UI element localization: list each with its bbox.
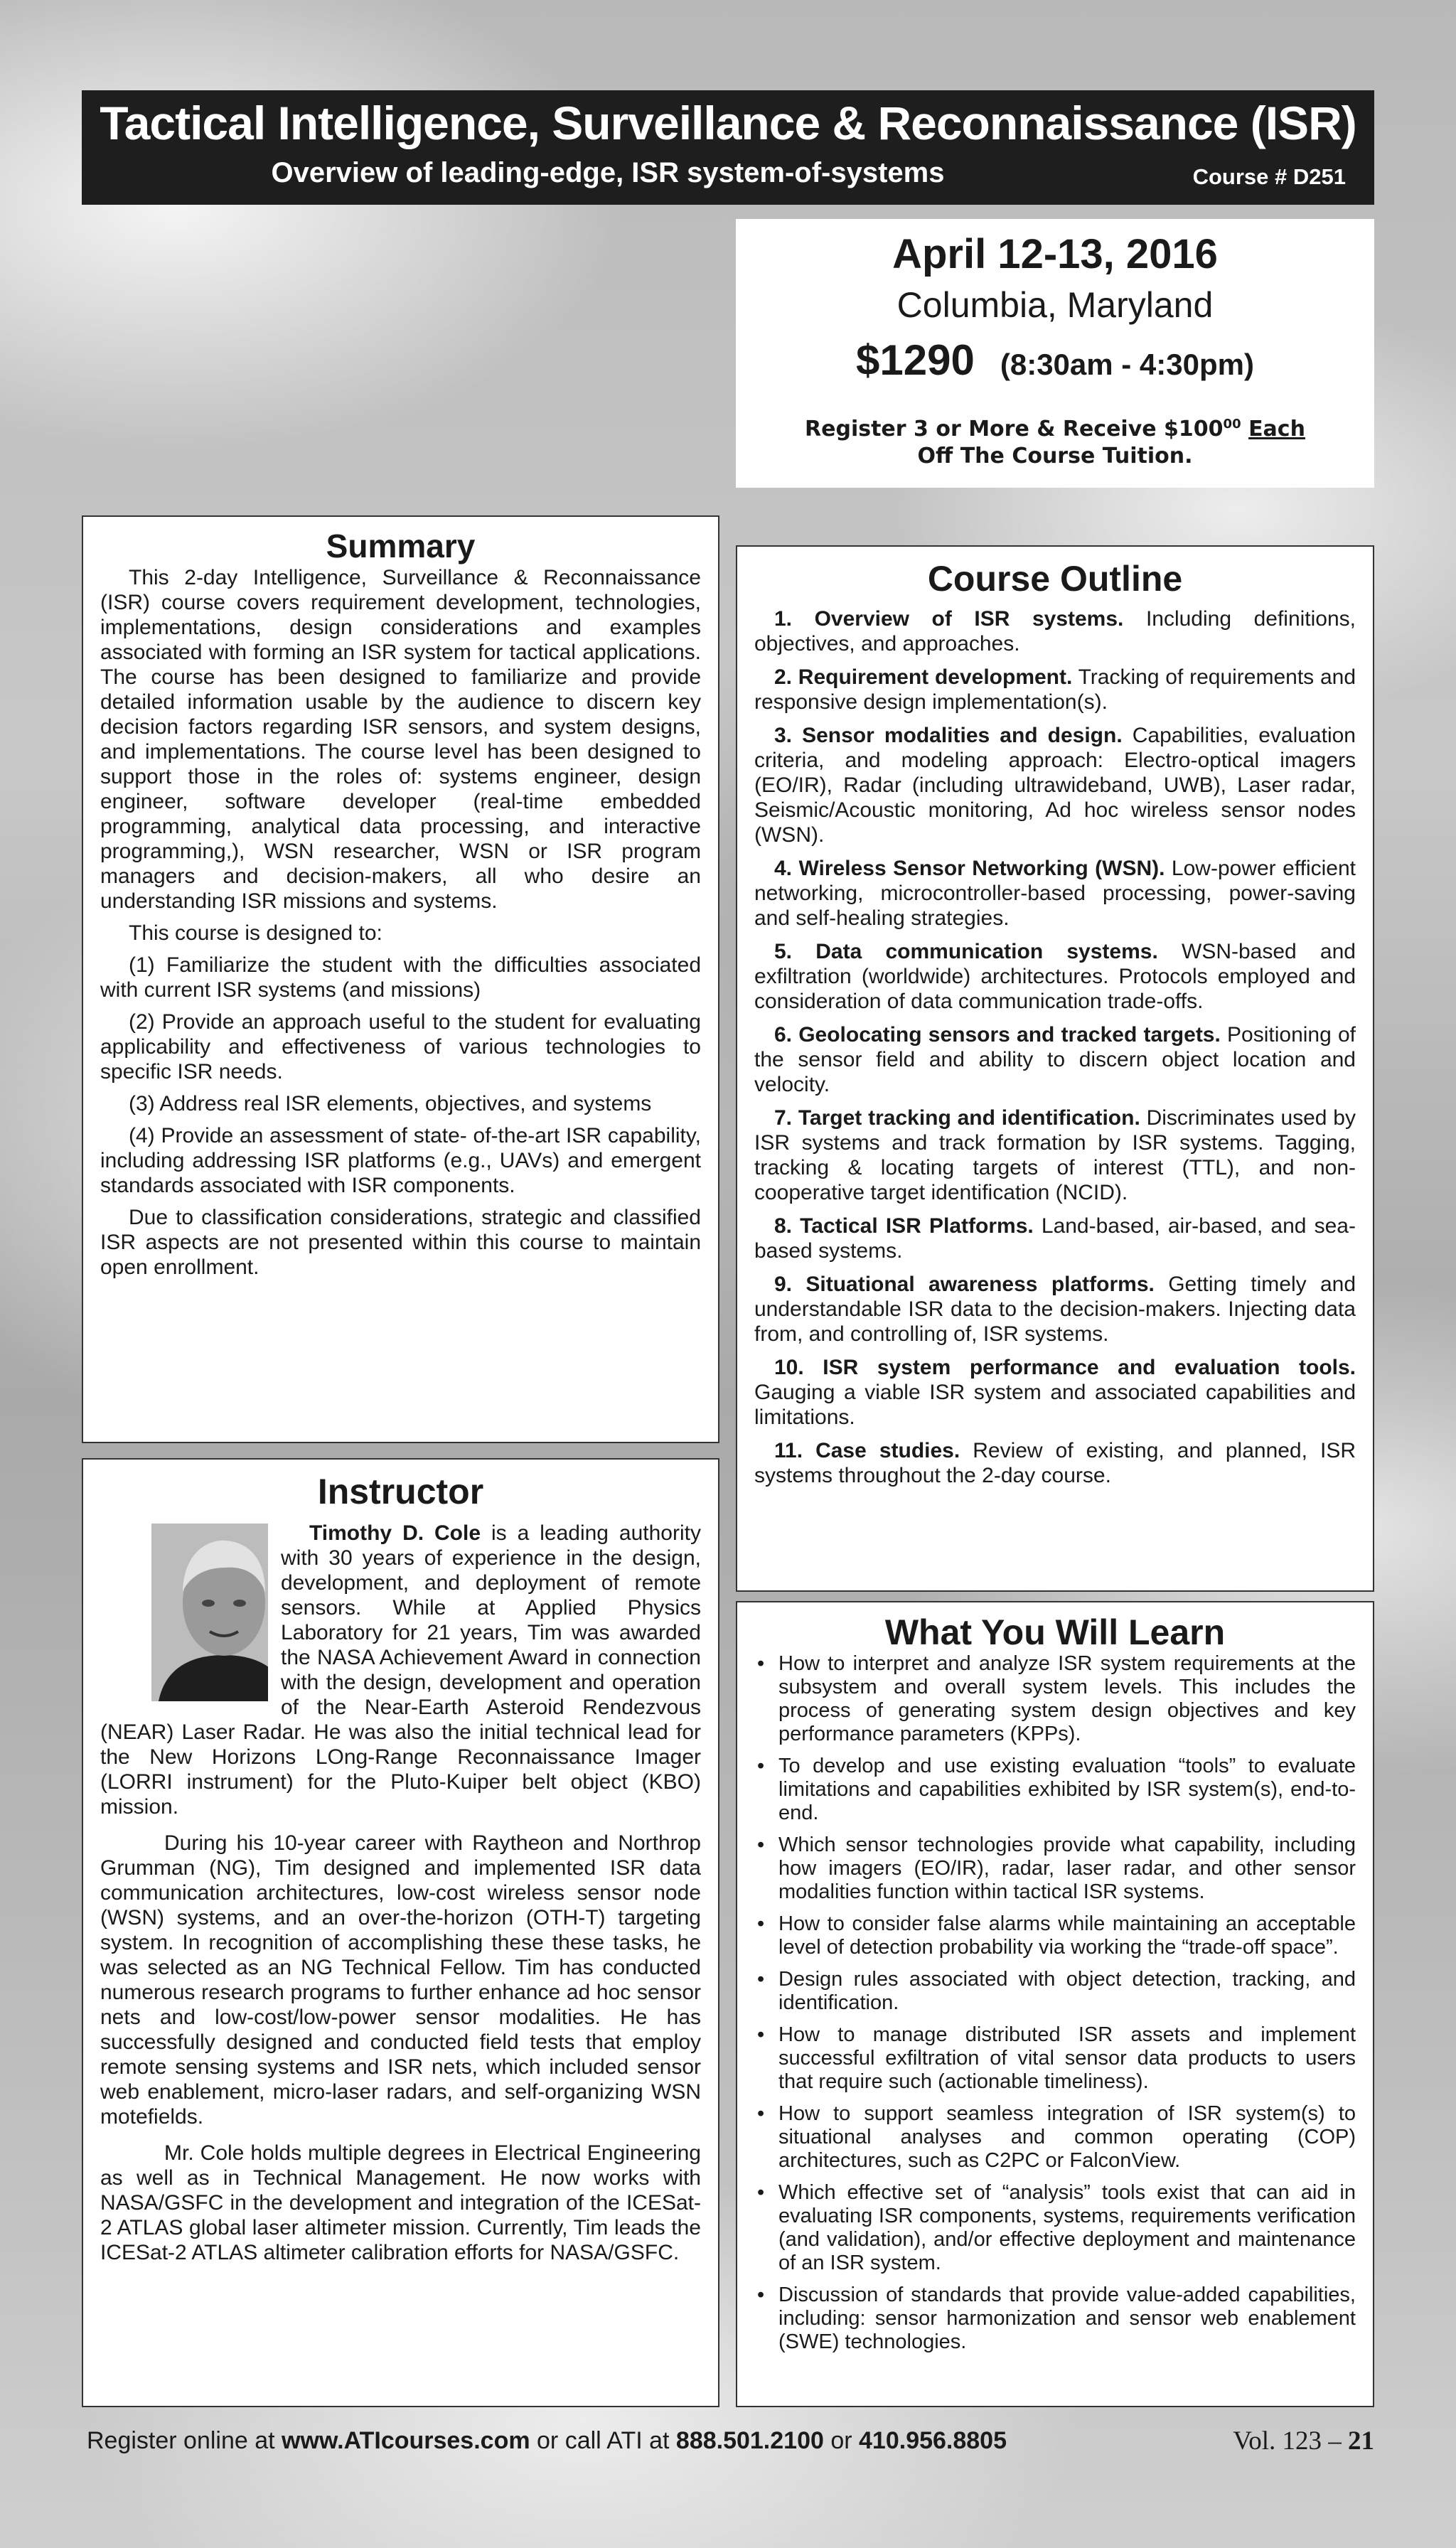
outline-item-text: Tracking of requirements and responsive design implementation(s). [754,665,1356,714]
discount-line-2: Off The Course Tuition. [917,444,1193,469]
course-number: Course # D251 [1192,164,1346,189]
outline-item-title: 2. Requirement development. [774,665,1073,689]
instructor-name: Timothy D. Cole [309,1521,481,1545]
learn-item: • How to manage distributed ISR assets and implement successful exfiltration of vital sensor data products to users that require such (actionable timeliness). [754,2023,1356,2094]
summary-panel [82,515,719,1443]
outline-item-title: 11. Case studies. [774,1439,960,1462]
outline-item-title: 6. Geolocating sensors and tracked targets. [774,1023,1221,1046]
event-info-box [736,219,1374,488]
group-discount-note [736,411,1374,470]
instructor-panel [82,1458,719,2407]
outline-item [754,856,1356,931]
instructor-career-paragraph: During his 10-year career with Raytheon and Northrop Grumman (NG), Tim designed and implemented ISR data communication architectures, low-cost wireless sensor node (WSN) systems, and an over-the-horizon (OTH-T) targeting system. In recognition of accomplishing these these tasks, he was selected as an NG Technical Fellow. Tim has conducted numerous research programs to further enhance ad hoc sensor nets and low-cost/low-power sensor modalities. He has successfully designed and conducted field tests that employ remote sensing systems and ISR nets, which included sensor web enablement, micro-laser radars, and self-organizing WSN motefields. [100,1831,701,2129]
summary-paragraph: This 2-day Intelligence, Surveillance & Reconnaissance (ISR) course covers requirement development, technologies, implementations, design considerations and examples associated with forming an ISR system for tactical applications. The course has been designed to familiarize and provide detailed information usable by the audience to discern key decision factors regarding ISR sensors, and system designs, and implementations. The course level has been designed to support those in the roles of: systems engineer, design engineer, software developer (real-time embedded programming, analytical data processing, and interactive programming,), WSN researcher, WSN or ISR program managers and decision-makers, all who desire an understanding ISR missions and systems. [100,566,701,913]
instructor-bio-text: is a leading authority with 30 years of experience in the design, development, and deployment of remote sensors. While at Applied Physics Laboratory for 21 years, Tim was awarded the NASA Achievement Award in connection with the design, development and operation of the Near-Earth Asteroid Rendezvous (NEAR) Laser Radar. He was also the initial technical lead for the New Horizons LOng-Range Reconnaissance Imager (LORRI instrument) for the Pluto-Kuiper belt object (KBO) mission. [100,1521,701,1819]
instructor-photo [123,1524,268,1701]
instructor-body [100,1521,701,2265]
footer-prefix: Register online at [87,2427,282,2454]
outline-item-title: 8. Tactical ISR Platforms. [774,1214,1034,1238]
instructor-bio-paragraph [100,1521,701,1819]
price-row [736,336,1374,385]
outline-item-title: 7. Target tracking and identification. [774,1106,1140,1130]
summary-paragraph: (3) Address real ISR elements, objectives, and systems [129,1092,652,1115]
event-date: April 12-13, 2016 [892,231,1218,277]
outline-item [754,1355,1356,1430]
outline-item [754,939,1356,1014]
summary-paragraph: (2) Provide an approach useful to the student for evaluating applicability and effectiveness of various technologies to specific ISR needs. [100,1010,701,1083]
outline-item-text: Including definitions, objectives, and approaches. [754,607,1356,655]
outline-item [754,1106,1356,1205]
course-title: Tactical Intelligence, Surveillance & Reconnaissance (ISR) [100,97,1356,149]
outline-item [754,606,1356,656]
outline-item-text: Land-based, air-based, and sea-based systems. [754,1214,1356,1263]
summary-heading: Summary [326,528,476,564]
summary-paragraph: (4) Provide an assessment of state- of-the-art ISR capability, including addressing ISR platforms (e.g., UAVs) and emergent standards associated with ISR components. [100,1124,701,1197]
outline-item [754,1272,1356,1347]
outline-item [754,723,1356,847]
discount-cents: 00 [1223,417,1241,432]
outline-item-text: Capabilities, evaluation criteria, and modeling approach: Electro-optical imagers (EO/IR), Radar (including ultrawideband, UWB), Laser radar, Seismic/Acoustic monitoring, Ad hoc wireless sensor nodes (WSN). [754,724,1356,847]
learn-item: • To develop and use existing evaluation “tools” to evaluate limitations and capabilities exhibited by ISR system(s), end-to-end. [754,1755,1356,1825]
footer-contact [87,2427,1007,2455]
outline-item [754,665,1356,714]
discount-line-1: Register 3 or More & Receive $100 [805,417,1224,441]
learn-item: • How to consider false alarms while maintaining an acceptable level of detection probability via working the “trade-off space”. [754,1912,1356,1959]
learn-item: • How to interpret and analyze ISR system requirements at the subsystem and overall system levels. This includes the process of generating system design objectives and key performance parameters (KPPs). [754,1652,1356,1746]
learn-item: • Which effective set of “analysis” tools exist that can aid in evaluating ISR components, systems, requirements verification (and validation), and/or effective deployment and maintenance of an ISR system. [754,2181,1356,2275]
summary-paragraph: (1) Familiarize the student with the difficulties associated with current ISR systems (and missions) [100,953,701,1002]
outline-heading: Course Outline [927,559,1183,599]
instructor-heading: Instructor [317,1472,484,1511]
learn-list [754,1652,1356,2354]
volume-label: Vol. 123 – [1233,2426,1348,2456]
outline-item-text: Discriminates used by ISR systems and track formation by ISR systems. Tagging, tracking & locating targets of interest (TTL), and non-cooperative target identification (NCID). [754,1106,1356,1204]
outline-item-title: 4. Wireless Sensor Networking (WSN). [774,857,1165,880]
outline-item [754,1214,1356,1263]
instructor-degrees-paragraph: Mr. Cole holds multiple degrees in Electrical Engineering as well as in Technical Management. He now works with NASA/GSFC in the development and integration of the ICESat-2 ATLAS global laser altimeter mission. Currently, Tim leads the ICESat-2 ATLAS altimeter calibration efforts for NASA/GSFC. [100,2141,701,2264]
learn-heading: What You Will Learn [884,1612,1226,1652]
footer-mid: or call ATI at [530,2427,676,2454]
outline-item-title: 10. ISR system performance and evaluation tools. [774,1356,1356,1379]
outline-item [754,1438,1356,1488]
learning-objectives-panel [736,1601,1374,2407]
outline-item-text: Gauging a viable ISR system and associated capabilities and limitations. [754,1381,1356,1429]
outline-item-text: Review of existing, and planned, ISR systems throughout the 2-day course. [754,1439,1356,1487]
course-outline-panel [736,545,1374,1592]
event-location: Columbia, Maryland [896,285,1214,325]
learn-item: • How to support seamless integration of ISR system(s) to situational analyses and common operating (COP) architectures, such as C2PC or FalconView. [754,2102,1356,2173]
outline-item-text: WSN-based and exfiltration (worldwide) architectures. Protocols employed and consideration of data communication trade-offs. [754,940,1356,1013]
phone-number-1[interactable]: 888.501.2100 [675,2427,824,2454]
outline-item-text: Low-power efficient networking, microcontroller-based processing, power-saving and self-healing strategies. [754,857,1356,930]
outline-item-title: 3. Sensor modalities and design. [774,724,1123,747]
outline-item-title: 5. Data communication systems. [774,940,1158,963]
outline-item-text: Positioning of the sensor field and ability to discern object location and velocity. [754,1023,1356,1096]
page-number: 21 [1348,2426,1374,2456]
outline-item [754,1022,1356,1097]
learn-item: • Design rules associated with object detection, tracking, and identification. [754,1968,1356,2015]
outline-item-text: Getting timely and understandable ISR data to the decision-makers. Injecting data from, and controlling of, ISR systems. [754,1273,1356,1346]
event-time: (8:30am - 4:30pm) [1000,348,1254,381]
learn-item: • Which sensor technologies provide what capability, including how imagers (EO/IR), radar, laser radar, and other sensor modalities function within tactical ISR systems. [754,1834,1356,1904]
title-banner [82,90,1374,205]
outline-list [754,606,1356,1488]
discount-each: Each [1248,417,1305,441]
footer-page-info [1233,2426,1374,2456]
course-subtitle: Overview of leading-edge, ISR system-of-systems [271,157,945,188]
learn-item: • Discussion of standards that provide value-added capabilities, including: sensor harmonization and sensor web enablement (SWE) technologies. [754,2284,1356,2354]
phone-number-2[interactable]: 410.956.8805 [859,2427,1007,2454]
outline-item-title: 1. Overview of ISR systems. [774,607,1124,631]
outline-item-title: 9. Situational awareness platforms. [774,1273,1155,1296]
event-price: $1290 [856,336,975,384]
website-link[interactable]: www.ATIcourses.com [282,2427,530,2454]
summary-paragraph: Due to classification considerations, strategic and classified ISR aspects are not presented within this course to maintain open enrollment. [100,1206,701,1279]
footer-or: or [823,2427,860,2454]
summary-body [100,565,701,1280]
summary-paragraph: This course is designed to: [129,921,382,945]
